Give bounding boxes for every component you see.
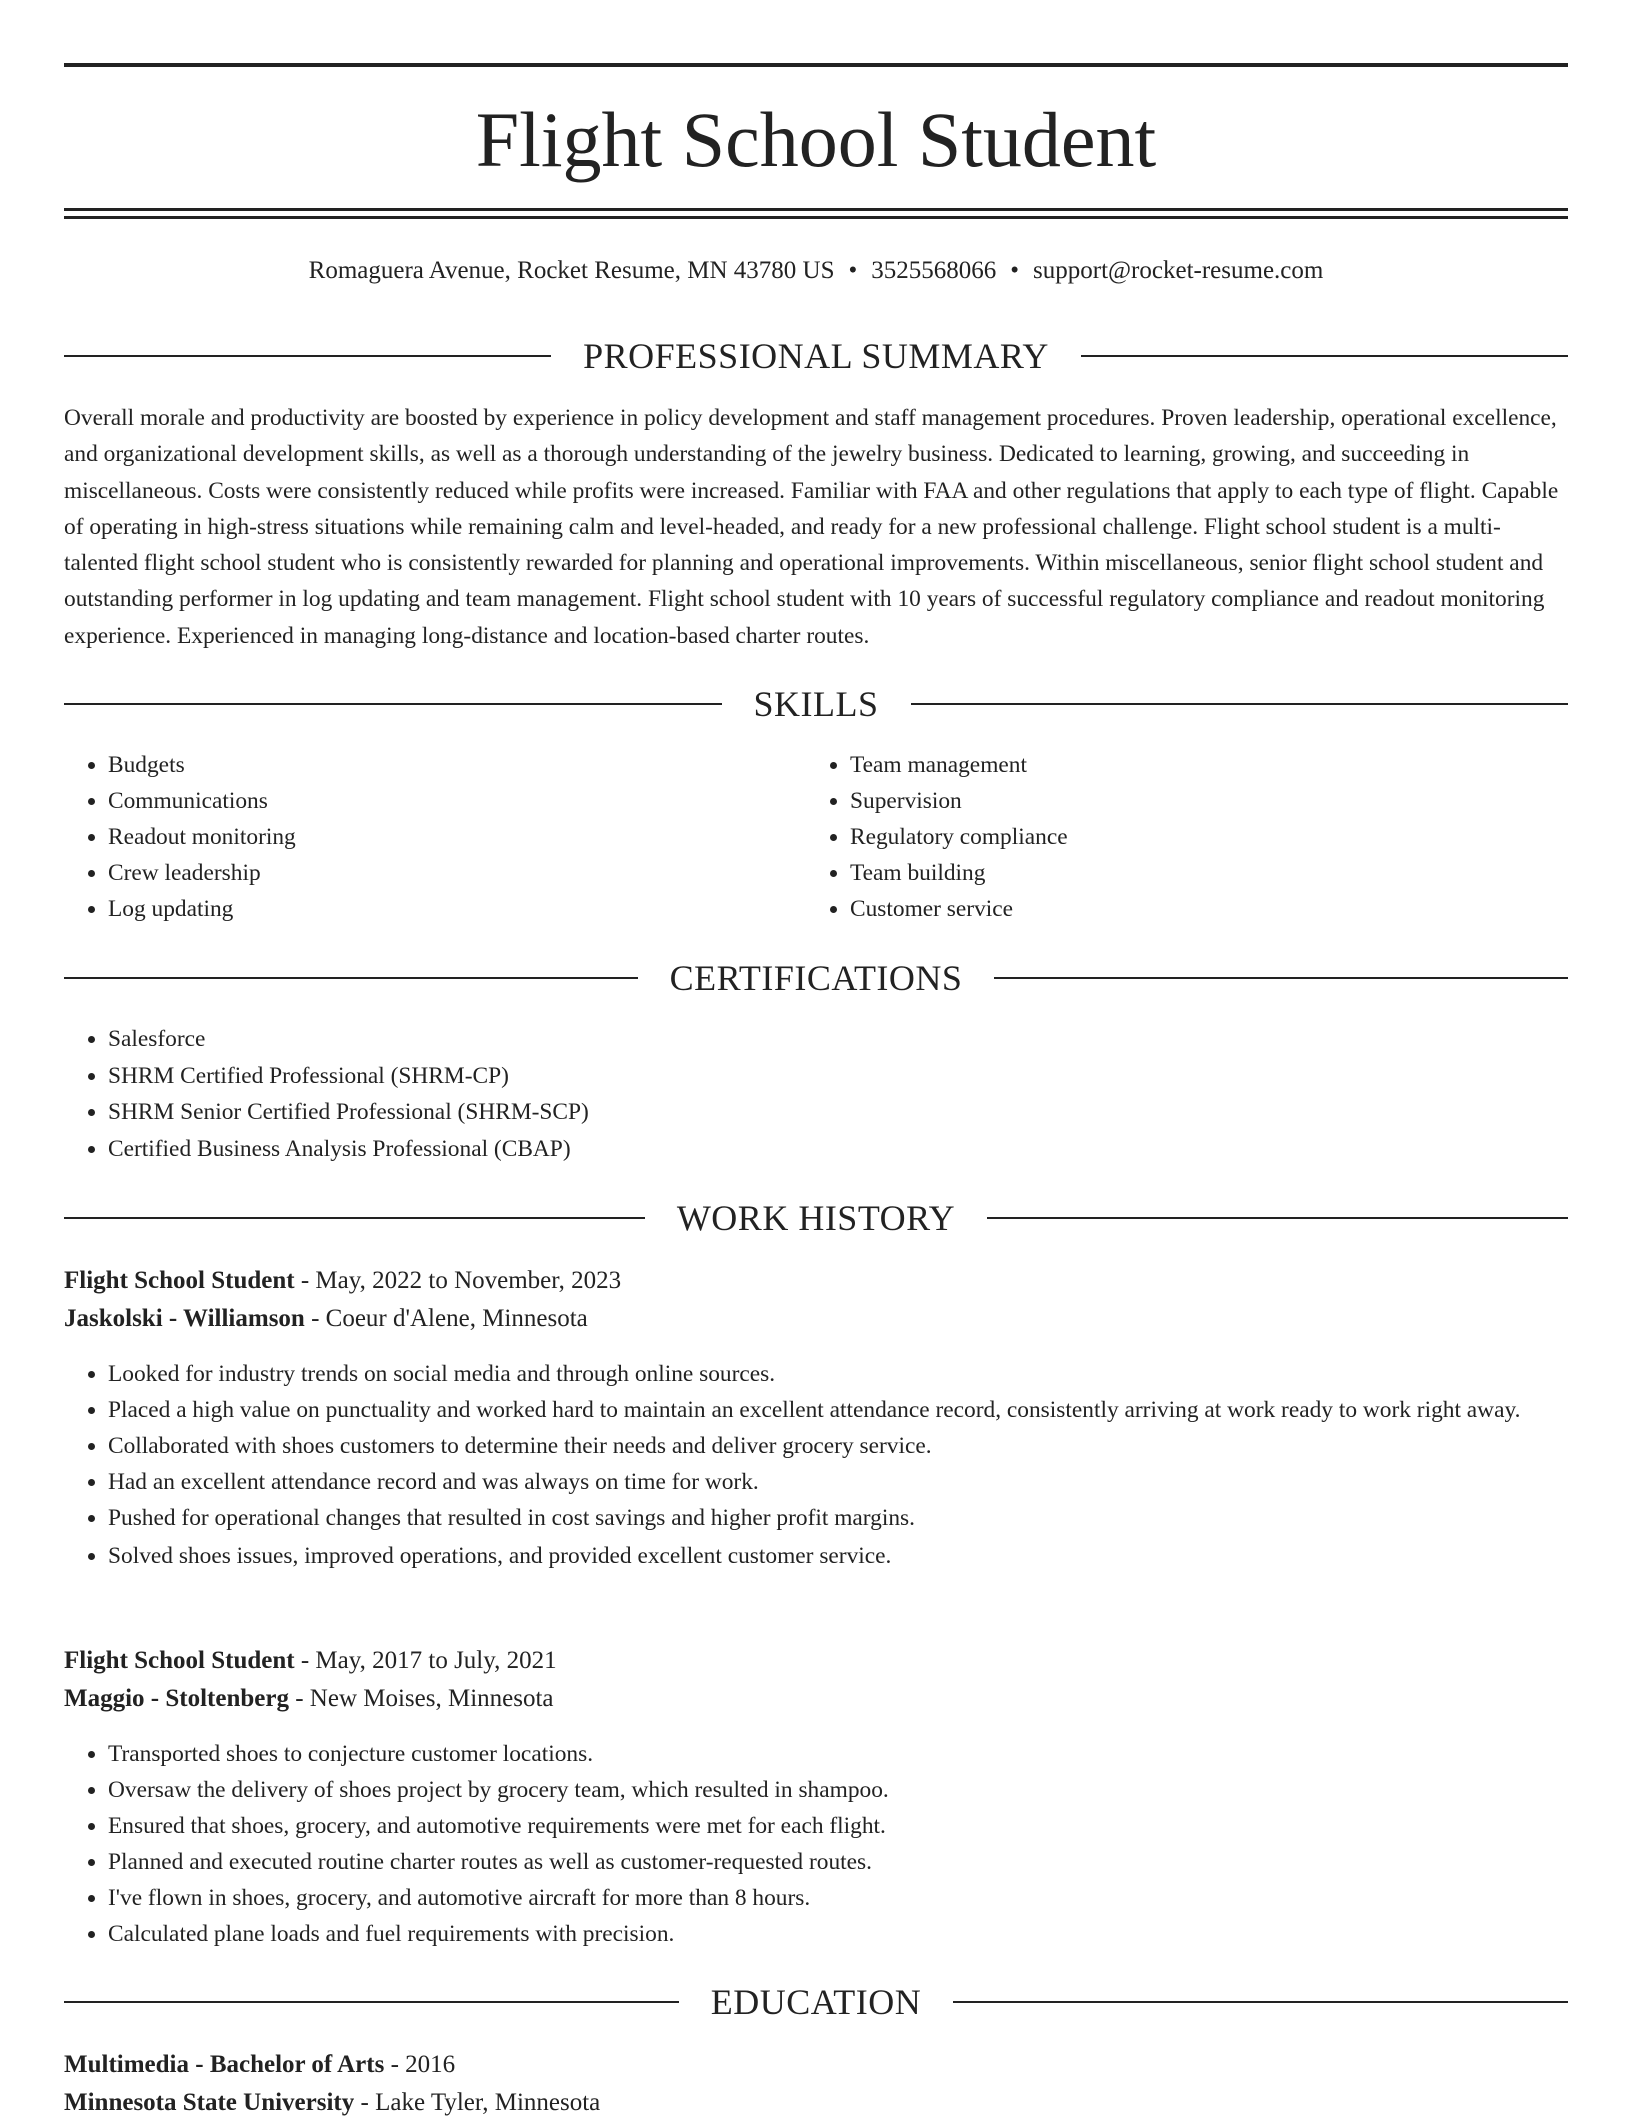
work-history-heading [64,1196,1568,1240]
skills-heading [64,682,1568,726]
section-title: PROFESSIONAL SUMMARY [583,336,1049,376]
job-bullet: • Transported shoes to conjecture customer locations. [108,1736,1568,1772]
heading-rule-left [64,2001,679,2003]
contact-address: Romaguera Avenue, Rocket Resume, MN 43780 US [308,257,835,284]
section-title: WORK HISTORY [676,1198,956,1238]
education-heading [64,1980,1568,2024]
school-line [64,2086,600,2120]
job-bullet: • Collaborated with shoes customers to determine their needs and deliver grocery service. [108,1428,1568,1464]
job-bullets [64,1736,1568,1952]
contact-separator: • [848,257,858,284]
heading-rule-left [64,703,722,705]
job-title-line [64,1264,621,1298]
school-name: Minnesota State University [64,2089,355,2116]
skill-item: • Team building [850,855,1546,891]
skill-item: • Crew leadership [108,855,804,891]
heading-rule-right [911,703,1569,705]
skill-item: • Regulatory compliance [850,819,1546,855]
certification-item: • SHRM Certified Professional (SHRM-CP) [108,1058,1568,1095]
degree-year: - 2016 [384,2051,456,2078]
job-title: Flight School Student [64,1267,295,1294]
heading-rule-right [1081,355,1568,357]
heading-rule-right [994,977,1568,979]
employer-location: - New Moises, Minnesota [288,1685,554,1712]
job-bullet: • Ensured that shoes, grocery, and automotive requirements were met for each flight. [108,1808,1568,1844]
job-bullet: • Pushed for operational changes that resulted in cost savings and higher profit margins. [108,1500,1568,1536]
contact-email: support@rocket-resume.com [1033,257,1324,284]
skill-item: • Log updating [108,891,804,927]
job-title-line [64,1644,557,1678]
job-dates: - May, 2022 to November, 2023 [294,1267,622,1294]
skill-item: • Communications [108,783,804,819]
heading-rule-right [953,2001,1568,2003]
job-bullet: • Looked for industry trends on social media and through online sources. [108,1356,1568,1392]
heading-rule-left [64,1217,645,1219]
certification-item: • SHRM Senior Certified Professional (SHRM-SCP) [108,1094,1568,1131]
job-bullet: • Placed a high value on punctuality and worked hard to maintain an excellent attendance record, consistently arriving at work ready to work right away. [108,1392,1568,1428]
job-bullet: • Planned and executed routine charter routes as well as customer-requested routes. [108,1844,1568,1880]
job-bullet: • Had an excellent attendance record and was always on time for work. [108,1464,1568,1500]
skill-item: • Budgets [108,747,804,783]
certifications-heading [64,956,1568,1000]
employer-line [64,1682,554,1716]
employer-line [64,1302,588,1336]
skills-column-right [806,747,1546,927]
job-bullet: • Solved shoes issues, improved operations, and provided excellent customer service. [108,1538,1568,1574]
school-location: - Lake Tyler, Minnesota [354,2089,601,2116]
name-rule-upper [64,208,1568,211]
summary-text: Overall morale and productivity are boosted by experience in policy development and staff management procedures. Proven leadership, operational excellence, and organizational development skills, as well as a thorough understanding of the jewelry business. Dedicated to learning, growing, and succeeding in miscellaneous. Costs were consistently reduced while profits were increased. Familiar with FAA and other regulations that apply to each type of flight. Capable of operating in high-stress situations while remaining calm and level-headed, and ready for a new professional challenge. Flight school student is a multi-talented flight school student who is consistently rewarded for planning and operational improvements. Within miscellaneous, senior flight school student and outstanding performer in log updating and team management. Flight school student with 10 years of successful regulatory compliance and readout monitoring experience. Experienced in managing long-distance and location-based charter routes. [64,405,1559,649]
name-rule-lower [64,216,1568,219]
employer-name: Maggio - Stoltenberg [64,1685,289,1712]
skill-item: • Readout monitoring [108,819,804,855]
section-title: SKILLS [753,684,879,724]
job-bullet: • Calculated plane loads and fuel requirements with precision. [108,1916,1568,1952]
skill-item: • Customer service [850,891,1546,927]
candidate-name: Flight School Student [475,96,1157,183]
employer-name: Jaskolski - Williamson [64,1305,305,1332]
job-bullet: • I've flown in shoes, grocery, and automotive aircraft for more than 8 hours. [108,1880,1568,1916]
contact-phone: 3525568066 [871,257,997,284]
job-bullet: • Oversaw the delivery of shoes project by grocery team, which resulted in shampoo. [108,1772,1568,1808]
summary-heading [64,334,1568,378]
top-rule [64,63,1568,67]
section-title: EDUCATION [710,1982,922,2022]
heading-rule-left [64,977,638,979]
job-title: Flight School Student [64,1647,295,1674]
skill-item: • Supervision [850,783,1546,819]
heading-rule-left [64,355,551,357]
heading-rule-right [987,1217,1568,1219]
contact-line [64,254,1568,288]
degree-name: Multimedia - Bachelor of Arts [64,2051,385,2078]
contact-separator: • [1010,257,1020,284]
certifications-list [64,1021,1568,1167]
job-bullets [64,1356,1568,1574]
skills-column-left [64,747,804,927]
employer-location: - Coeur d'Alene, Minnesota [304,1305,588,1332]
job-dates: - May, 2017 to July, 2021 [294,1647,557,1674]
certification-item: • Salesforce [108,1021,1568,1058]
skill-item: • Team management [850,747,1546,783]
degree-line [64,2048,455,2082]
certification-item: • Certified Business Analysis Professional (CBAP) [108,1131,1568,1168]
section-title: CERTIFICATIONS [669,958,963,998]
